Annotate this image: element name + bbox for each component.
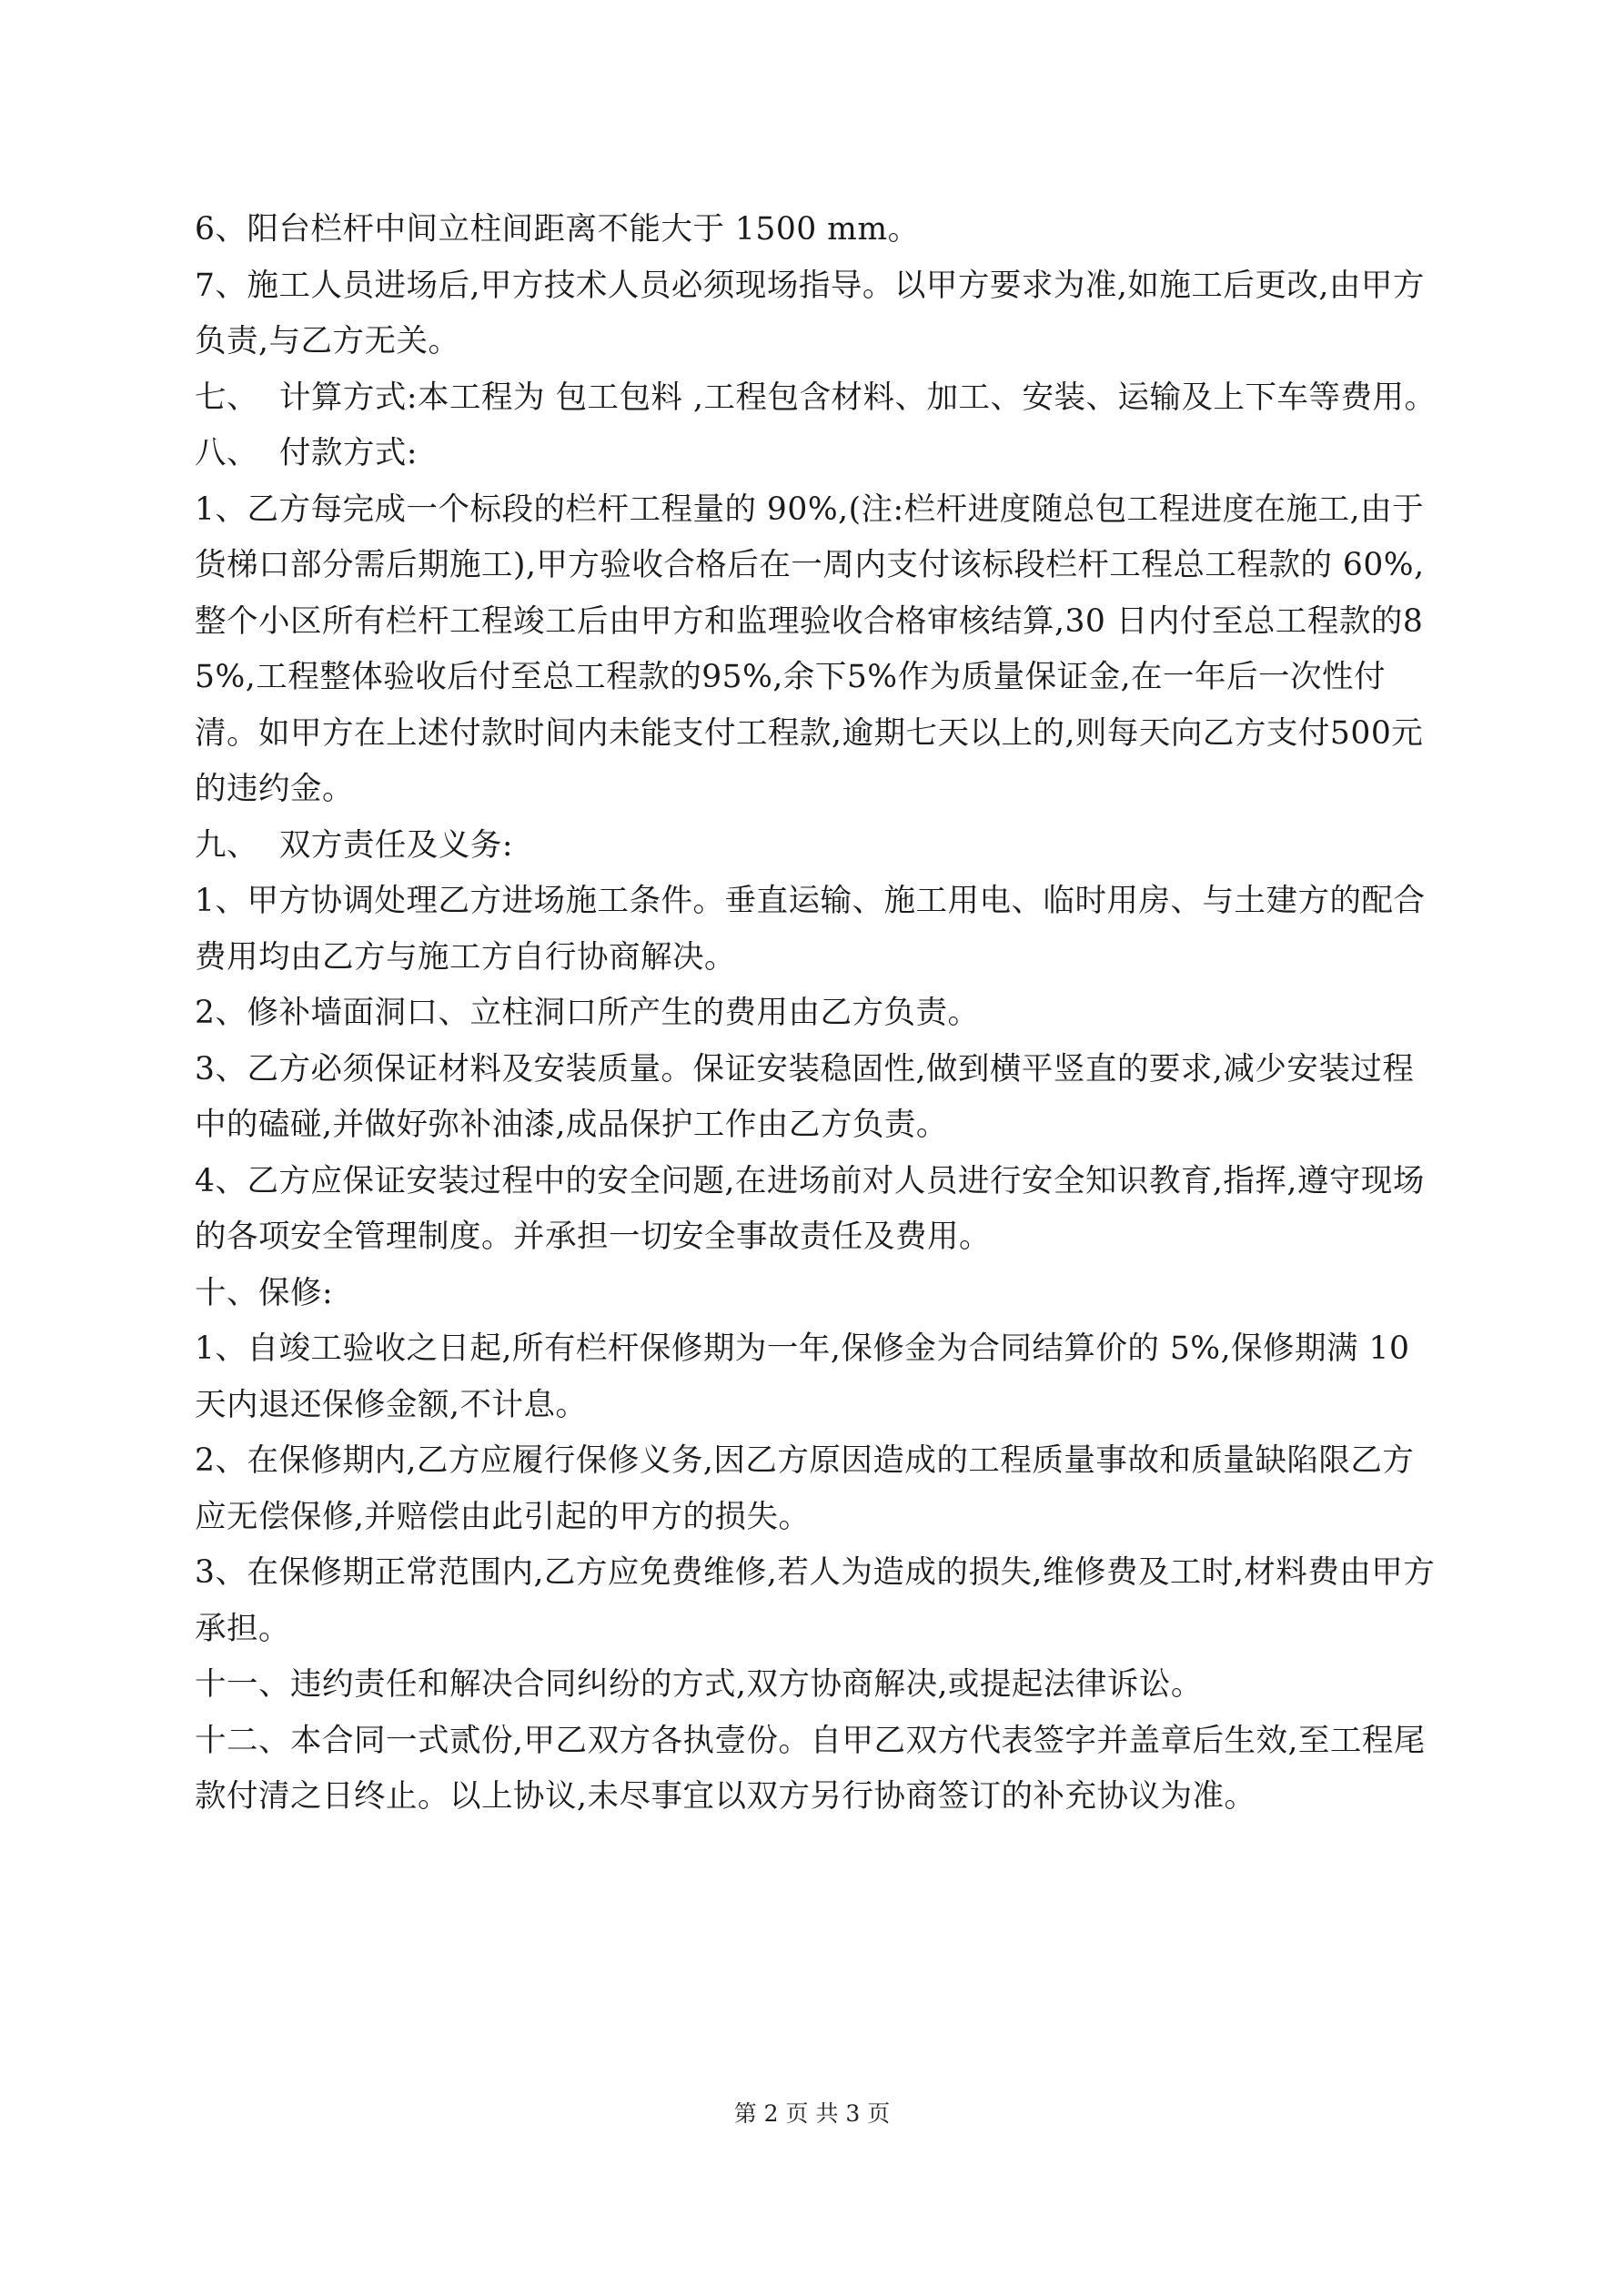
paragraph-on-site-guidance: 7、施工人员进场后,甲方技术人员必须现场指导。以甲方要求为准,如施工后更改,由甲方负责,与乙方无关。 — [195, 267, 1425, 359]
paragraph-responsibility-2: 2、修补墙面洞口、立柱洞口所产生的费用由乙方负责。 — [195, 995, 980, 1031]
paragraph-responsibility-4: 4、乙方应保证安装过程中的安全问题,在进场前对人员进行安全知识教育,指挥,遵守现场的各项安全管理制度。并承担一切安全事故责任及费用。 — [195, 1162, 1425, 1255]
paragraph-warranty-2: 2、在保修期内,乙方应履行保修义务,因乙方原因造成的工程质量事故和质量缺陷限乙方应无偿保修,并赔偿由此引起的甲方的损失。 — [195, 1442, 1415, 1535]
paragraph-railing-spacing: 6、阳台栏杆中间立柱间距离不能大于 1500 mm。 — [195, 211, 920, 248]
heading-calculation-method: 七、 计算方式:本工程为 包工包料 ,工程包含材料、加工、安装、运输及上下车等费用。 — [195, 379, 1437, 416]
document-body — [195, 202, 1441, 1826]
paragraph-warranty-3: 3、在保修期正常范围内,乙方应免费维修,若人为造成的损失,维修费及工时,材料费由甲方承担。 — [195, 1554, 1436, 1647]
paragraph-payment-terms: 1、乙方每完成一个标段的栏杆工程量的 90%,(注:栏杆进度随总包工程进度在施工,由于货梯口部分需后期施工),甲方验收合格后在一周内支付该标段栏杆工程总工程款的 60%,整个小区所有栏杆工程竣工后由甲方和监理验收合格审核结算,30 日内付至总工程款的85%,工程整体验收后付至总工程款的95%,余下5%作为质量保证金,在一年后一次性付清。如甲方在上述付款时间内未能支付工程款,逾期七天以上的,则每天向乙方支付500元的违约金。 — [195, 491, 1425, 807]
page-footer: 第 2 页 共 3 页 — [733, 2100, 891, 2127]
heading-responsibilities: 九、 双方责任及义务: — [195, 826, 514, 864]
paragraph-warranty-1: 1、自竣工验收之日起,所有栏杆保修期为一年,保修金为合同结算价的 5%,保修期满 10天内退还保修金额,不计息。 — [195, 1330, 1410, 1423]
paragraph-dispute-resolution: 十一、违约责任和解决合同纠纷的方式,双方协商解决,或提起法律诉讼。 — [195, 1666, 1203, 1703]
paragraph-contract-copies: 十二、本合同一式贰份,甲乙双方各执壹份。自甲乙双方代表签字并盖章后生效,至工程尾款付清之日终止。以上协议,未尽事宜以双方另行协商签订的补充协议为准。 — [195, 1722, 1426, 1815]
paragraph-responsibility-3: 3、乙方必须保证材料及安装质量。保证安装稳固性,做到横平竖直的要求,减少安装过程中的磕碰,并做好弥补油漆,成品保护工作由乙方负责。 — [195, 1050, 1415, 1143]
heading-payment-method: 八、 付款方式: — [195, 435, 419, 471]
paragraph-responsibility-1: 1、甲方协调处理乙方进场施工条件。垂直运输、施工用电、临时用房、与土建方的配合费用均由乙方与施工方自行协商解决。 — [195, 883, 1426, 976]
heading-warranty: 十、保修: — [195, 1274, 334, 1311]
